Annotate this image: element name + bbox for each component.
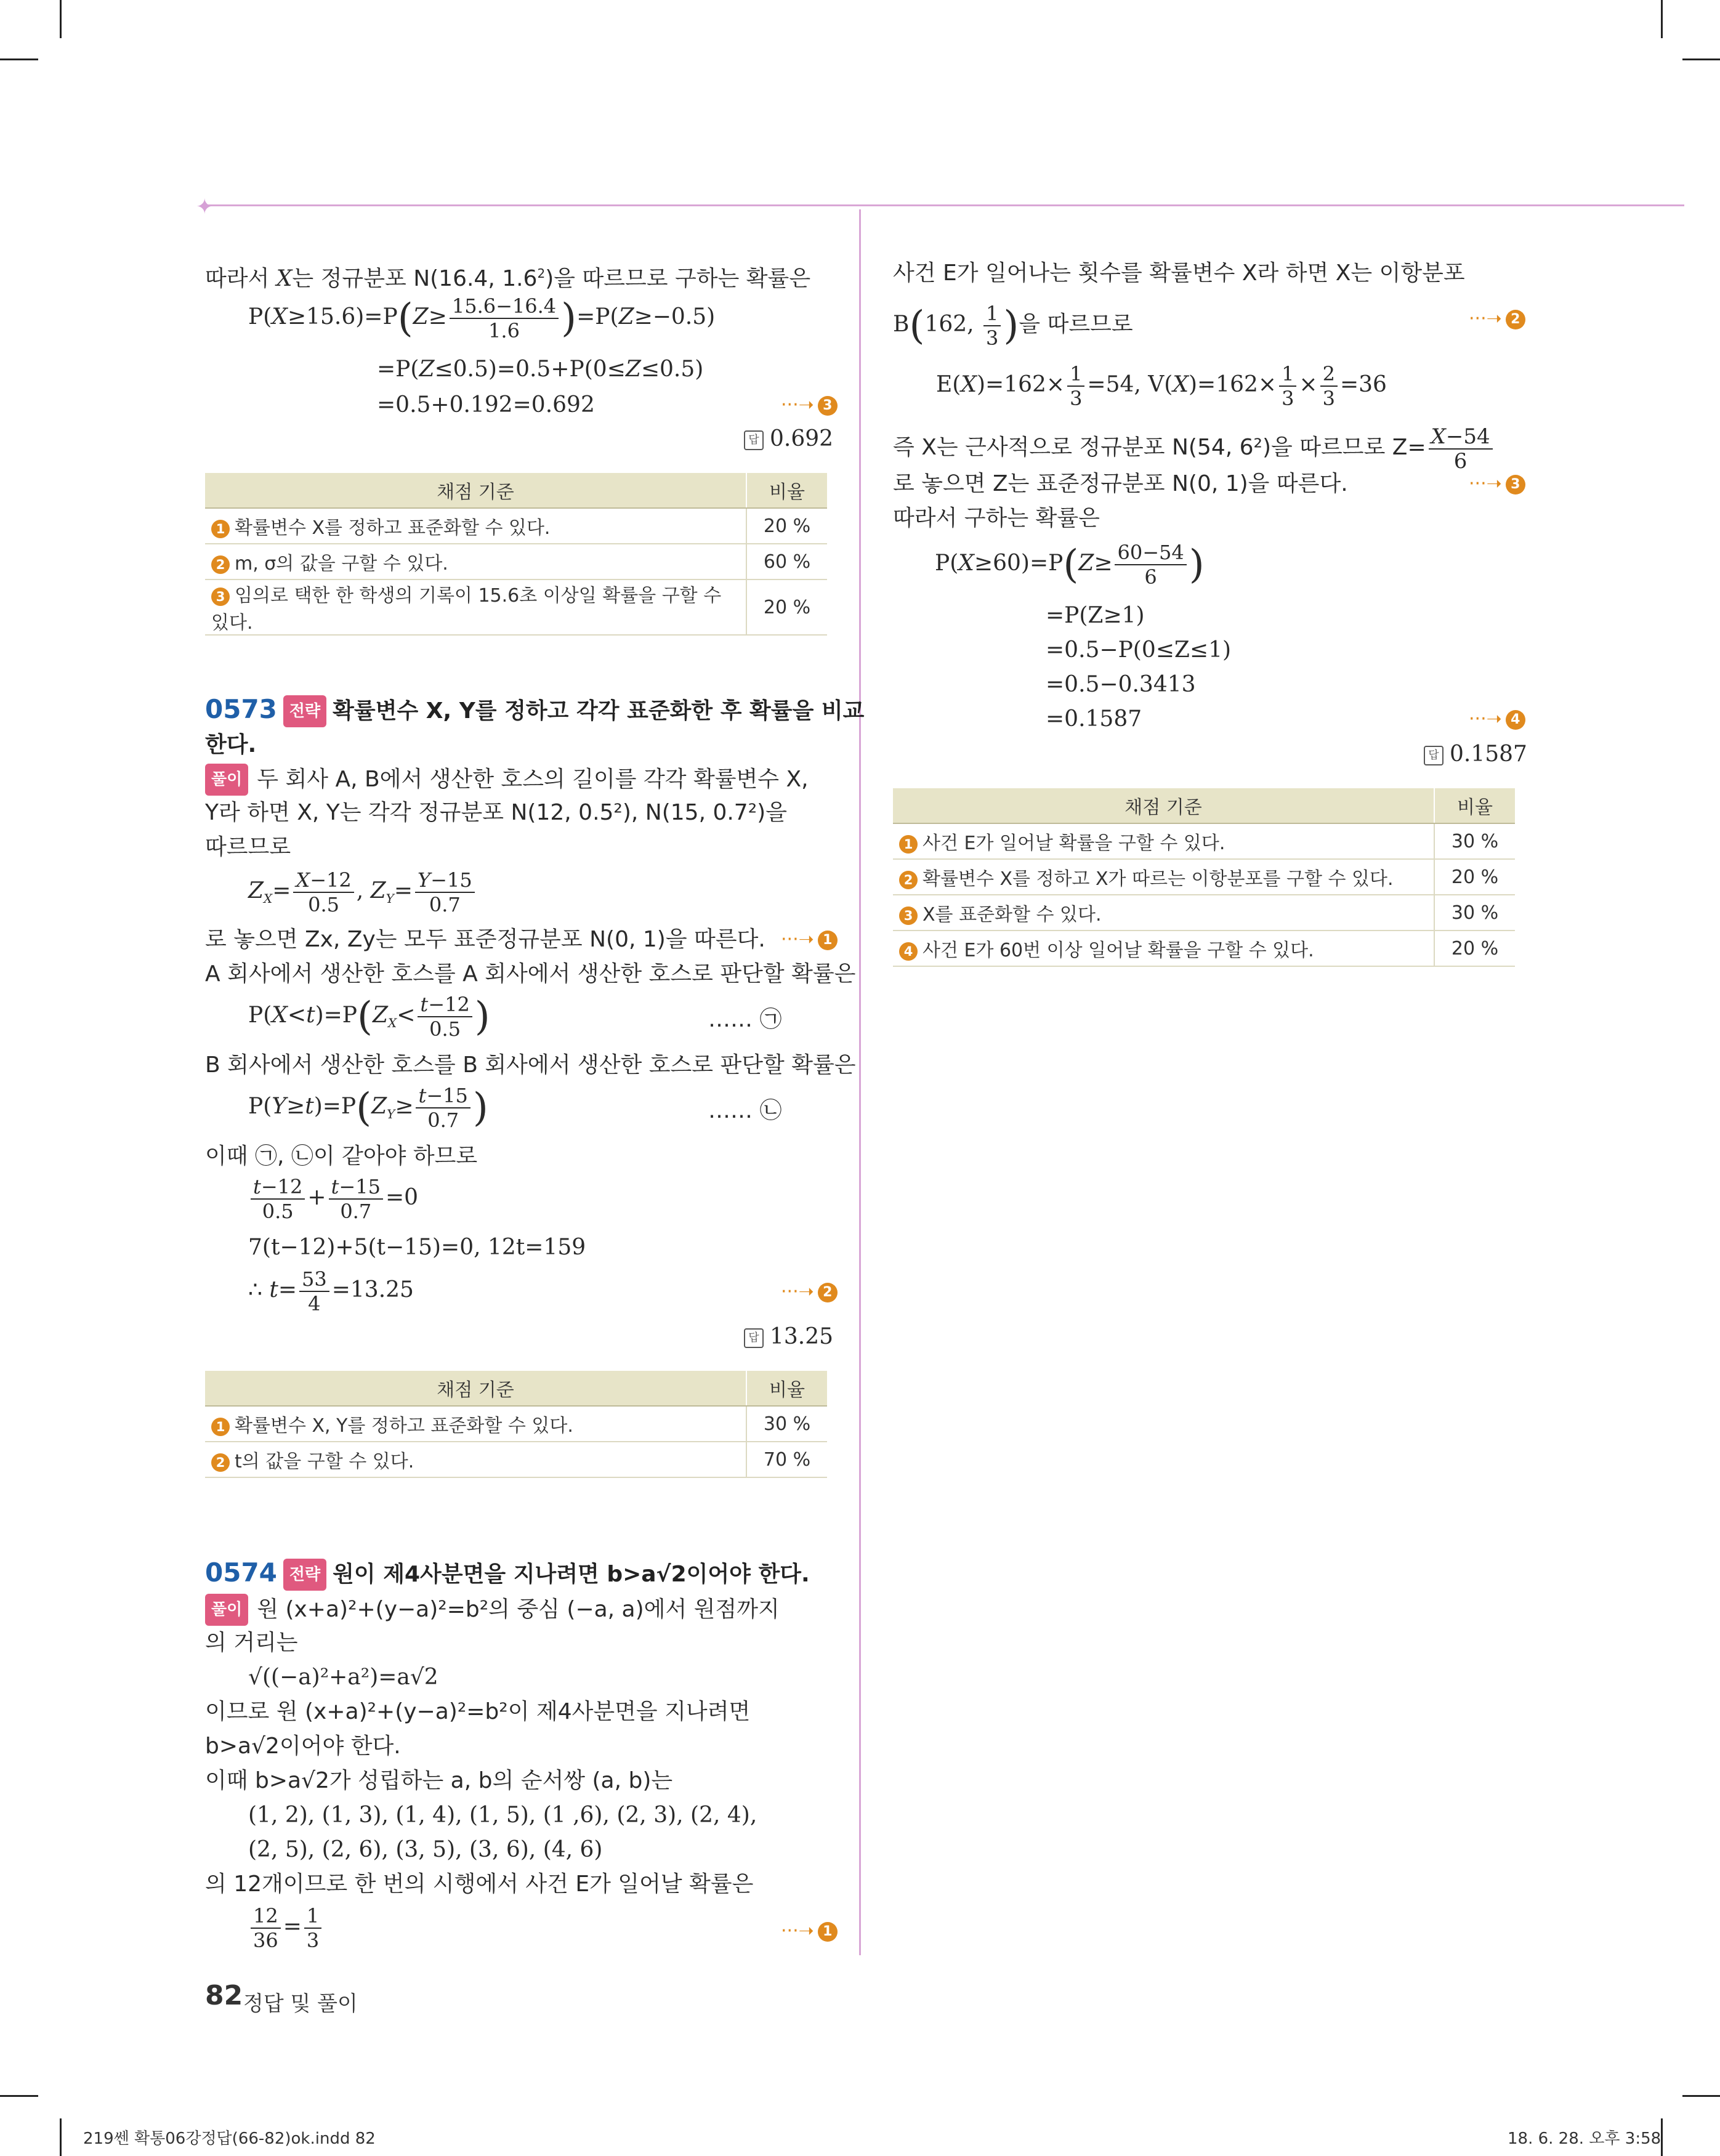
solution-line: 의 거리는 (205, 1630, 298, 1655)
solution-line: A 회사에서 생산한 호스를 A 회사에서 생산한 호스로 판단할 확률은 (205, 961, 856, 987)
eq-line: ∴ t= $\frac{53}{4}$ =13.25 (248, 1267, 414, 1315)
eq-line: P(X≥15.6)=P(Z≥ $\frac{15.6-16.4}{1.6}$ )=P(Z≥−0.5) (248, 294, 716, 342)
scoring-table (893, 788, 1515, 967)
eq-line: $\frac{12}{36}$ = $\frac{1}{3}$ (248, 1904, 324, 1952)
table-row: 2 확률변수 X를 정하고 X가 따르는 이항분포를 구할 수 있다. 20 % (893, 859, 1515, 895)
answer: 답 0.692 (744, 426, 833, 451)
solution-line: 풀이 원 (x+a)²+(y−a)²=b²의 중심 (−a, a)에서 원점까지 (205, 1594, 780, 1626)
label-marker: …… ㉠ (708, 1007, 782, 1032)
eq-line: =0.5+0.192=0.692 (377, 392, 595, 418)
label-marker: …… ㉡ (708, 1098, 782, 1123)
table-row: 3 임의로 택한 한 학생의 기록이 15.6초 이상일 확률을 구할 수 있다. 20 % (205, 579, 827, 635)
solution-line: b>a√2이어야 한다. (205, 1734, 401, 1759)
solution-line: 이때 b>a√2가 성립하는 a, b의 순서쌍 (a, b)는 (205, 1768, 673, 1793)
top-rule (206, 204, 1684, 206)
section-label: 정답 및 풀이 (243, 1992, 358, 2016)
step-marker: ···➝ 3 (1469, 473, 1525, 495)
eq-line: $\frac{t-12}{0.5}$ + $\frac{t-15}{0.7}$ =0 (248, 1175, 418, 1223)
eq-line: √((−a)²+a²)=a√2 (248, 1665, 438, 1690)
solution-line: 로 놓으면 Z는 표준정규분포 N(0, 1)을 따른다. (893, 471, 1348, 496)
table-header: 비율 (746, 473, 827, 508)
eq-line: $P(X<t)=P(Z_X<$ $\frac{t-12}{0.5}$ ) (248, 993, 490, 1041)
table-row: 3 X를 표준화할 수 있다. 30 % (893, 895, 1515, 931)
step-marker: ···➝ 1 (781, 1920, 838, 1942)
step-marker: ···➝ 1 (781, 929, 838, 950)
crop-mark (0, 2095, 38, 2097)
step-marker: ···➝ 3 (781, 394, 838, 416)
solution-line: Y라 하면 X, Y는 각각 정규분포 N(12, 0.5²), N(15, 0.7²)을 (205, 800, 787, 825)
question-header: 0573 전략 확률변수 X, Y를 정하고 각각 표준화한 후 확률을 비교 (205, 695, 864, 727)
table-header: 비율 (1434, 788, 1515, 823)
eq-line: =0.1587 (1046, 706, 1142, 732)
slug-filename: 219쎈 확통06강정답(66-82)ok.indd 82 (83, 2130, 376, 2148)
crop-mark (1682, 2095, 1720, 2097)
scoring-table (205, 1371, 827, 1478)
table-header: 채점 기준 (893, 788, 1434, 823)
crop-mark (60, 0, 62, 38)
slug-datetime: 18. 6. 28. 오후 3:58 (1508, 2130, 1661, 2148)
eq-line: E(X)=162× $\frac{1}{3}$ =54, V(X)=162× $\frac{1}{3}$ × $\frac{2}{3}$ =36 (936, 362, 1387, 410)
solution-line: 이때 ㉠, ㉡이 같아야 하므로 (205, 1144, 478, 1169)
solution-line: 의 12개이므로 한 번의 시행에서 사건 E가 일어날 확률은 (205, 1871, 754, 1897)
eq-line: =0.5−P(0≤Z≤1) (1046, 637, 1232, 663)
eq-line: $Z_X=$ $\frac{X-12}{0.5}$ , $Z_Y=$ $\frac{Y-15}{0.7}$ (248, 868, 477, 916)
solution-line: B 회사에서 생산한 호스를 B 회사에서 생산한 호스로 판단할 확률은 (205, 1052, 856, 1078)
table-header: 비율 (746, 1371, 827, 1406)
solution-line: 즉 X는 근사적으로 정규분포 N(54, 6²)을 따르므로 Z= $\frac{X-54}{6}$ (893, 425, 1495, 473)
step-marker: ···➝ 2 (781, 1281, 838, 1302)
eq-line: =P(Z≤0.5)=0.5+P(0≤Z≤0.5) (377, 357, 704, 382)
eq-line: $P(Y\ge t)=P(Z_Y\ge$ $\frac{t-15}{0.7}$ ) (248, 1084, 488, 1132)
intro-line: 따라서 X는 정규분포 N(16.4, $1.6^2$)을 따르므로 구하는 확률은 (205, 266, 811, 291)
table-row: 2 m, σ의 값을 구할 수 있다. 60 % (205, 544, 827, 579)
star-ornament-icon: ✦ (196, 195, 214, 219)
eq-line: (1, 2), (1, 3), (1, 4), (1, 5), (1 ,6), (2, 3), (2, 4), (248, 1803, 757, 1828)
table-row: 4 사건 E가 60번 이상 일어날 확률을 구할 수 있다. 20 % (893, 931, 1515, 966)
solution-line: 사건 E가 일어나는 횟수를 확률변수 X라 하면 X는 이항분포 (893, 260, 1465, 286)
crop-mark (1661, 2118, 1663, 2156)
table-header: 채점 기준 (205, 473, 746, 508)
solution-line: 따르므로 (205, 834, 291, 860)
page-number: 82 (205, 1980, 243, 2011)
question-header: 0574 전략 원이 제4사분면을 지나려면 b>a√2이어야 한다. (205, 1558, 810, 1591)
solution-line: 풀이 두 회사 A, B에서 생산한 호스의 길이를 각각 확률변수 X, (205, 764, 809, 796)
step-marker: ···➝ 2 (1469, 308, 1525, 329)
eq-line: B(162, $\frac{1}{3}$ )을 따르므로 (893, 302, 1133, 350)
solution-line: 이므로 원 (x+a)²+(y−a)²=b²이 제4사분면을 지나려면 (205, 1699, 751, 1724)
answer: 답 0.1587 (1424, 741, 1527, 767)
crop-mark (1682, 59, 1720, 60)
crop-mark (60, 2118, 62, 2156)
strategy-text: 한다. (205, 732, 257, 757)
table-row: 1 확률변수 X, Y를 정하고 표준화할 수 있다. 30 % (205, 1406, 827, 1442)
table-row: 2 t의 값을 구할 수 있다. 70 % (205, 1442, 827, 1477)
eq-line: (2, 5), (2, 6), (3, 5), (3, 6), (4, 6) (248, 1837, 603, 1862)
eq-line: P(X≥60)=P(Z≥ $\frac{60-54}{6}$ ) (935, 541, 1205, 589)
crop-mark (1661, 0, 1663, 38)
step-marker: ···➝ 4 (1469, 708, 1525, 730)
eq-line: 7(t−12)+5(t−15)=0, 12t=159 (248, 1235, 586, 1260)
column-rule (859, 209, 861, 1955)
table-row: 1 사건 E가 일어날 확률을 구할 수 있다. 30 % (893, 823, 1515, 859)
crop-mark (0, 59, 38, 60)
solution-line: 따라서 구하는 확률은 (893, 506, 1100, 531)
table-row: 1 확률변수 X를 정하고 표준화할 수 있다. 20 % (205, 508, 827, 544)
eq-line: =P(Z≥1) (1046, 603, 1145, 628)
eq-line: =0.5−0.3413 (1046, 672, 1196, 697)
scoring-table (205, 473, 827, 636)
answer: 답 13.25 (744, 1324, 833, 1349)
rule-curve (839, 204, 878, 232)
table-header: 채점 기준 (205, 1371, 746, 1406)
solution-line: 로 놓으면 Zx, Zy는 모두 표준정규분포 N(0, 1)을 따른다. (205, 927, 765, 952)
